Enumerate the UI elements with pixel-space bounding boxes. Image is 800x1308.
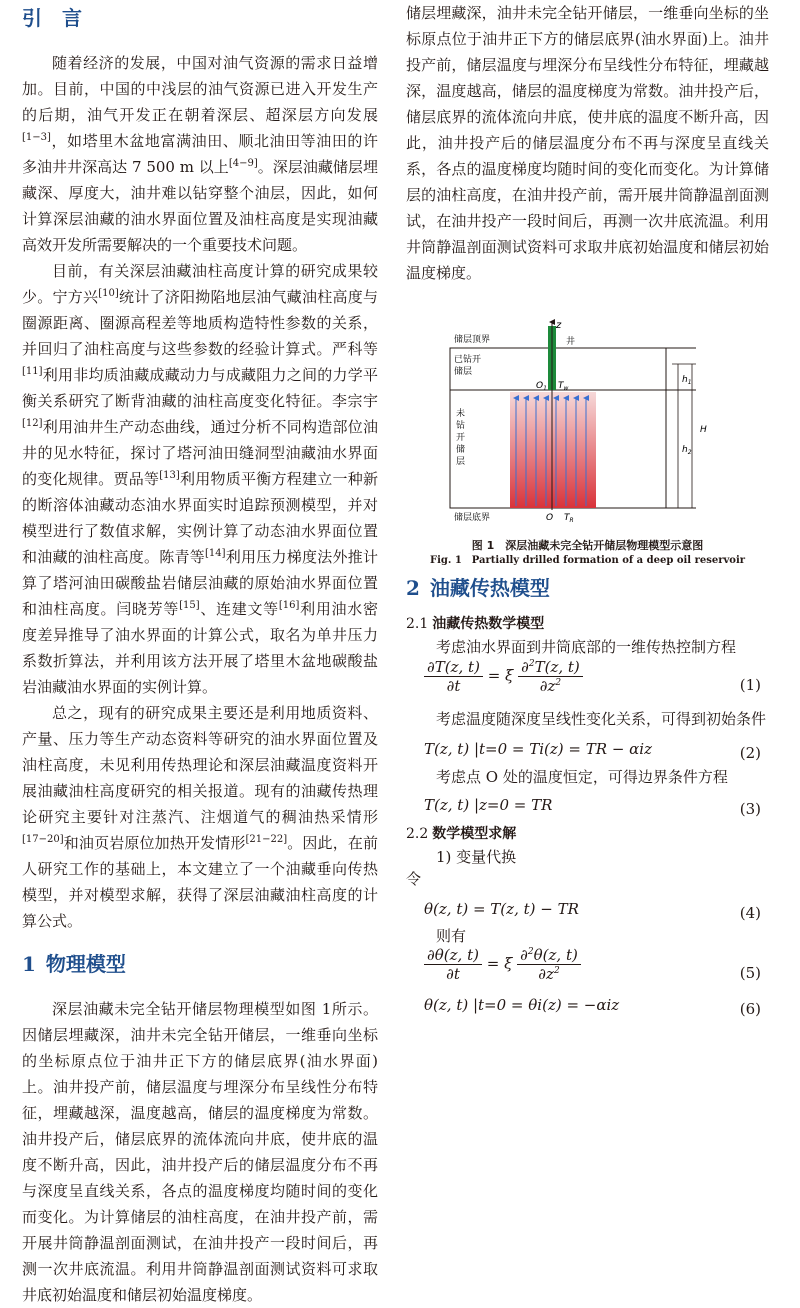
undrilled-label [456,407,465,467]
equation-6-number: (6) [739,1000,761,1018]
equation-3: T(z, t) |z=0 = TR (3) [406,792,769,822]
equation-3-number: (3) [739,800,761,818]
svg-text:层: 层 [456,457,466,467]
section-1-paragraph: 深层油藏未完全钻开储层物理模型如图 1所示。因储层埋藏深，油井未完全钻开储层，一维垂向坐标的坐标原点位于油井正下方的储层底界(油水界面)上。油井投产前，储层温度与埋深分布呈线性分布特征，埋藏越深，温度越高，储层的温度梯度为常数。油井投产后，储层底界的流体流向井底，使井底的温度不断升高，因此，油井投产后的储层温度分布不再与深度呈直线关系，各点的温度梯度均随时间的变化而变化。为计算储层的油柱高度，在油井投产前，需开展井筒静温剖面测试，在油井投产一段时间后，再测一次井底流温。利用井筒静温剖面测试资料可求取井底初始温度和储层初始温度梯度。 [22,1000,378,1304]
heated-region [510,392,596,508]
subsection-2-2-ling: 令 [406,870,422,888]
H-label: H [700,425,707,435]
section-2-heading [406,574,769,602]
equation-4: θ(z, t) = T(z, t) − TR (4) [406,896,769,926]
subsection-2-1-text-1: 考虑油水界面到井筒底部的一维传热控制方程 [436,638,737,656]
intro-heading [22,4,378,32]
equation-5-number: (5) [739,964,761,982]
citation: [16] [278,600,300,611]
equation-5: $\frac{\partial\theta(z, t)}{\partial t}$ = ξ $\frac{\partial^2\theta(z, t)}{\partial z^2}$ (5) [406,946,769,992]
citation: [13] [159,470,180,481]
intro-paragraph-2: 目前，有关深层油藏油柱高度计算的研究成果较少。宁方兴[10]统计了济阳拗陷地层油气藏油柱高度与圈源距离、圈源高程差等地质构造特性参数的关系，并回归了油柱高度与这些参数的经验计算式。严科等[11]利用非均质油藏成藏动力与成藏阻力之间的力学平衡关系研究了断背油藏的油柱高度变化特征。李宗宇[12]利用油井生产动态曲线，通过分析不同构造部位油井的见水特征，探讨了塔河油田缝洞型油藏油水界面的变化规律。贾品等[13]利用物质平衡方程建立一种新的断溶体油藏动态油水界面实时追踪预测模型，并对模型进行了数值求解，实例计算了动态油水界面位置和油藏的油柱高度。陈青等[14]利用压力梯度法外推计算了塔河油田碳酸盐岩储层油藏的原始油水界面位置和油柱高度。闫晓芳等[15]、连建文等[16]利用油水密度差异推导了油水界面的计算公式，取名为单井压力系数折算法，并利用该方法开展了塔里木盆地碳酸盐岩油藏油水界面的实例计算。 [22,262,378,696]
Tw-label: $T_w$ [558,381,569,392]
figure-1-diagram [406,320,769,524]
svg-text:钻: 钻 [456,421,466,431]
left-column [22,0,378,1304]
subsection-2-1-text-3: 考虑点 O 处的温度恒定，可得边界条件方程 [436,768,728,786]
subsection-2-1-heading: 2.1 油藏传热数学模型 [406,616,545,632]
equation-2: T(z, t) |t=0 = Ti(z) = TR − αiz (2) [406,736,769,766]
h2-label: $h_2$ [682,445,692,456]
well-label: 井 [566,337,576,347]
top-boundary-label: 储层顶界 [454,335,491,345]
figure-1-caption-cn: 图 1 深层油藏未完全钻开储层物理模型示意图 [471,539,704,552]
equation-1: $\frac{\partial T(z, t)}{\partial t}$ = ξ $\frac{\partial^2T(z, t)}{\partial z^2}$ (1) [406,658,769,704]
section-1-heading [22,950,378,978]
bottom-boundary-label: 储层底界 [454,513,491,523]
intro-title: 引 言 [22,6,82,30]
citation: [11] [22,366,43,377]
z-axis-label: z [556,320,562,331]
subsection-2-1-text-2: 考虑温度随深度呈线性变化关系，可得到初始条件 [436,710,767,728]
svg-text:未: 未 [456,409,466,419]
citation: [14] [204,548,226,559]
citation: [1−3] [22,132,51,143]
citation: [10] [98,288,119,299]
citation: [12] [22,418,43,429]
equation-2-number: (2) [739,744,761,762]
figure-1-caption-en: Fig. 1 Partially drilled formation of a deep oil reservoir [429,555,746,566]
section-1-number: 1 [22,952,36,976]
section-2-title: 油藏传热模型 [429,576,550,600]
citation: [4−9] [228,158,258,169]
intro-paragraph-3: 总之，现有的研究成果主要还是利用地质资料、产量、压力等生产动态资料等研究的油水界面位置及油柱高度，未见利用传热理论和深层油藏温度资料开展油藏油柱高度研究的相关报道。现有的油藏传热理论研究主要针对注蒸汽、注烟道气的稠油热采情形[17−20]和油页岩原位加热开发情形[21−22]。因此，在前人研究工作的基础上，本文建立了一个油藏垂向传热模型，并对模型求解，获得了深层油藏油柱高度的计算公式。 [22,704,378,930]
TR-label: $T_R$ [564,513,574,524]
section-1-title: 物理模型 [45,952,126,976]
svg-text:储层: 储层 [454,367,473,377]
svg-text:开: 开 [456,433,466,443]
point-O-label: O [546,513,554,523]
section-2-number: 2 [406,576,420,600]
equation-6: θ(z, t) |t=0 = θi(z) = −αiz (6) [406,992,769,1022]
citation: [17−20] [22,834,64,845]
subsection-2-2-zeyou: 则有 [436,927,467,945]
figure-1 [406,320,769,566]
equation-1-number: (1) [739,676,761,694]
svg-text:储: 储 [456,445,466,455]
point-O1-label: $O_1$ [536,381,547,392]
equation-4-number: (4) [739,904,761,922]
dimension-lines [672,364,696,508]
intro-paragraph-1: 随着经济的发展，中国对油气资源的需求日益增加。目前，中国的中浅层的油气资源已进入开发生产的后期，油气开发正在朝着深层、超深层方向发展[1−3]，如塔里木盆地富满油田、顺北油田等油田的许多油井井深高达 7 500 m 以上[4−9]。深层油藏储层埋藏深、厚度大，油井难以钻穿整个油层，因此，如何计算深层油藏的油水界面位置及油柱高度是实现油藏高效开发所需要解决的一个重要技术问题。 [22,54,378,254]
section-1-paragraph-continued: 储层埋藏深，油井未完全钻开储层，一维垂向坐标的坐标原点位于油井正下方的储层底界(油水界面)上。油井投产前，储层温度与埋深分布呈线性分布特征，埋藏越深，温度越高，储层的温度梯度为常数。油井投产后，储层底界的流体流向井底，使井底的温度不断升高，因此，油井投产后的储层温度分布不再与深度呈直线关系，各点的温度梯度均随时间的变化而变化。为计算储层的油柱高度，在油井投产前，需开展井筒静温剖面测试，在油井投产一段时间后，再测一次井底流温。利用井筒静温剖面测试资料可求取井底初始温度和储层初始温度梯度。 [406,4,769,282]
citation: [15] [179,600,200,611]
subsection-2-2-item: 1) 变量代换 [436,848,517,866]
subsection-2-2-heading: 2.2 数学模型求解 [406,826,517,842]
drilled-label: 已钻开 [454,355,482,365]
h1-label: $h_1$ [682,375,692,386]
right-column [406,0,769,1022]
citation: [21−22] [245,834,288,845]
